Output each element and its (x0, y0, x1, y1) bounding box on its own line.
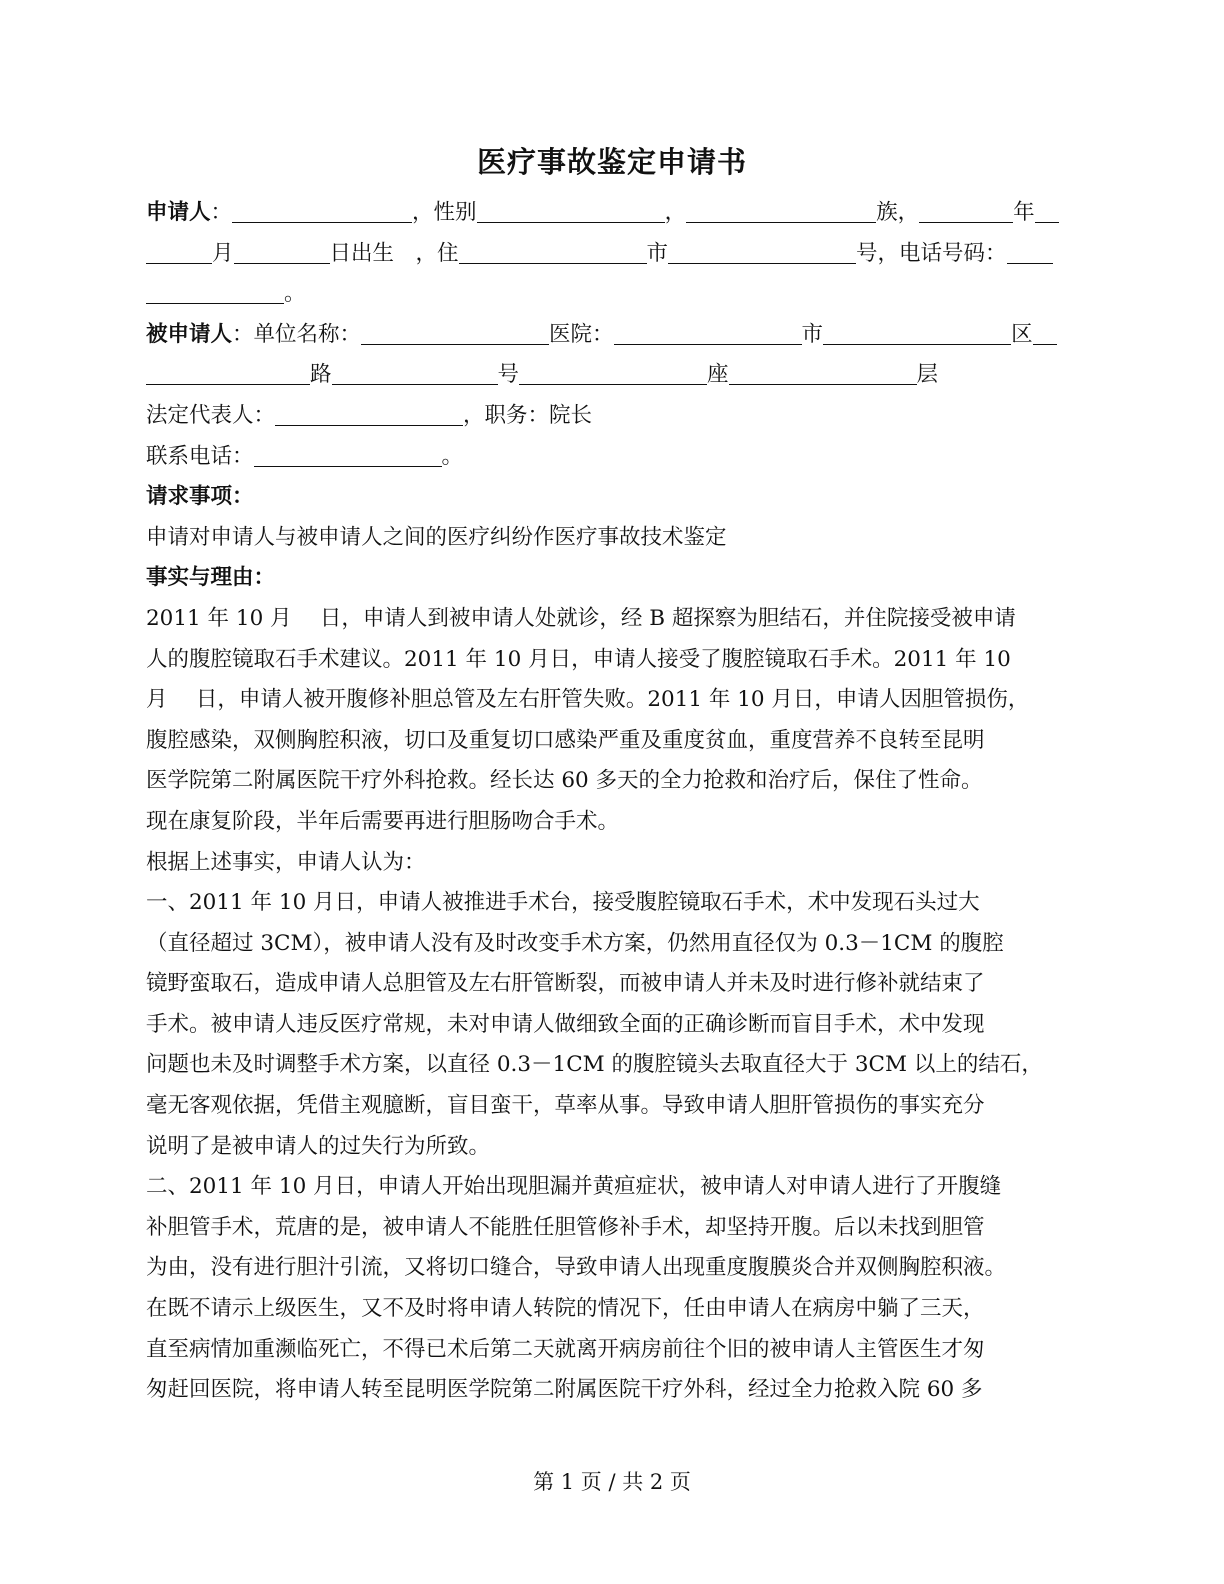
facts-heading: 事实与理由： (146, 565, 276, 591)
facts-line: 镜野蛮取石，造成申请人总胆管及左右肝管断裂，而被申请人并未及时进行修补就结束了 (146, 971, 985, 997)
applicant-line-2: 月 日出生 ，住 市 号，电话号码： (146, 234, 1096, 275)
legal-rep-line: 法定代表人： ，职务：院长 (146, 396, 1096, 437)
facts-line: 现在康复阶段，半年后需要再进行胆肠吻合手术。 (146, 808, 620, 834)
applicant-ethnic-blank[interactable] (686, 194, 876, 223)
facts-line: 匆赶回医院，将申请人转至昆明医学院第二附属医院干疗外科，经过全力抢救入院 60 多 (146, 1377, 983, 1403)
facts-line: 说明了是被申请人的过失行为所致。 (146, 1133, 491, 1159)
facts-line: （直径超过 3CM），被申请人没有及时改变手术方案，仍然用直径仅为 0.3－1CM 的腹腔 (146, 930, 1004, 956)
facts-line: 手术。被申请人违反医疗常规，未对申请人做细致全面的正确诊断而盲目手术，术中发现 (146, 1011, 985, 1037)
facts-line: 医学院第二附属医院干疗外科抢救。经长达 60 多天的全力抢救和治疗后，保住了性命。 (146, 768, 983, 794)
facts-line: 根据上述事实，申请人认为： (146, 849, 426, 875)
document-title: 医疗事故鉴定申请书 (476, 145, 747, 179)
respondent-unit-blank[interactable] (361, 316, 549, 345)
facts-line: 补胆管手术，荒唐的是，被申请人不能胜任胆管修补手术，却坚持开腹。后以未找到胆管 (146, 1214, 985, 1240)
page-footer: 第 1 页 / 共 2 页 (533, 1470, 691, 1494)
facts-line: 问题也未及时调整手术方案，以直径 0.3－1CM 的腹腔镜头去取直径大于 3CM 以上的结石， (146, 1052, 1043, 1078)
applicant-number-blank[interactable] (668, 235, 856, 264)
respondent-line-1: 被申请人：单位名称： 医院： 市 区 (146, 315, 1096, 356)
facts-line: 2011 年 10 月 日，申请人到被申请人处就诊，经 B 超探察为胆结石，并住院接受被申请 (146, 605, 1016, 631)
applicant-gender-blank[interactable] (477, 194, 665, 223)
facts-line: 一、2011 年 10 月日，申请人被推进手术台，接受腹腔镜取石手术，术中发现石头过大 (146, 890, 980, 916)
facts-line: 二、2011 年 10 月日，申请人开始出现胆漏并黄疸症状，被申请人对申请人进行了开腹缝 (146, 1174, 1002, 1200)
respondent-road-blank[interactable] (146, 356, 310, 385)
applicant-address-blank[interactable] (459, 235, 647, 264)
request-text: 申请对申请人与被申请人之间的医疗纠纷作医疗事故技术鉴定 (146, 524, 727, 550)
applicant-line-1: 申请人： ，性别 ， 族， 年 (146, 193, 1096, 234)
applicant-line-3: 。 (146, 274, 1096, 315)
applicant-phone-blank[interactable] (1007, 235, 1053, 264)
contact-phone-line: 联系电话： 。 (146, 437, 1096, 478)
respondent-hospital-blank[interactable] (614, 316, 802, 345)
respondent-number-blank[interactable] (332, 356, 498, 385)
respondent-district-blank[interactable] (1033, 316, 1057, 345)
applicant-year-blank-tail[interactable] (1035, 194, 1059, 223)
applicant-year-blank[interactable] (919, 194, 1013, 223)
facts-line: 毫无客观依据，凭借主观臆断，盲目蛮干，草率从事。导致申请人胆肝管损伤的事实充分 (146, 1093, 985, 1119)
facts-line: 月 日，申请人被开腹修补胆总管及左右肝管失败。2011 年 10 月日，申请人因胆管损伤， (146, 687, 1030, 713)
legal-rep-blank[interactable] (275, 397, 463, 426)
respondent-line-2: 路 号 座 层 (146, 355, 1096, 396)
facts-line: 为由，没有进行胆汁引流，又将切口缝合，导致申请人出现重度腹膜炎合并双侧胸腔积液。 (146, 1255, 1007, 1281)
respondent-city-blank[interactable] (823, 316, 1011, 345)
facts-line: 腹腔感染，双侧胸腔积液，切口及重复切口感染严重及重度贫血，重度营养不良转至昆明 (146, 727, 985, 753)
applicant-name-blank[interactable] (232, 194, 412, 223)
respondent-block-blank[interactable] (519, 356, 707, 385)
document-body (146, 193, 1096, 1411)
contact-phone-blank[interactable] (254, 438, 442, 467)
respondent-floor-blank[interactable] (729, 356, 917, 385)
applicant-label: 申请人 (146, 200, 211, 225)
request-heading: 请求事项： (146, 484, 254, 510)
facts-line: 人的腹腔镜取石手术建议。2011 年 10 月日，申请人接受了腹腔镜取石手术。2011 年 10 (146, 646, 1011, 672)
facts-line: 直至病情加重濒临死亡，不得已术后第二天就离开病房前往个旧的被申请人主管医生才匆 (146, 1336, 985, 1362)
applicant-day-blank[interactable] (234, 235, 330, 264)
facts-line: 在既不请示上级医生，又不及时将申请人转院的情况下，任由申请人在病房中躺了三天， (146, 1296, 985, 1322)
applicant-phone-blank-cont[interactable] (146, 275, 284, 304)
applicant-month-blank[interactable] (146, 235, 212, 264)
respondent-label: 被申请人 (146, 321, 233, 347)
